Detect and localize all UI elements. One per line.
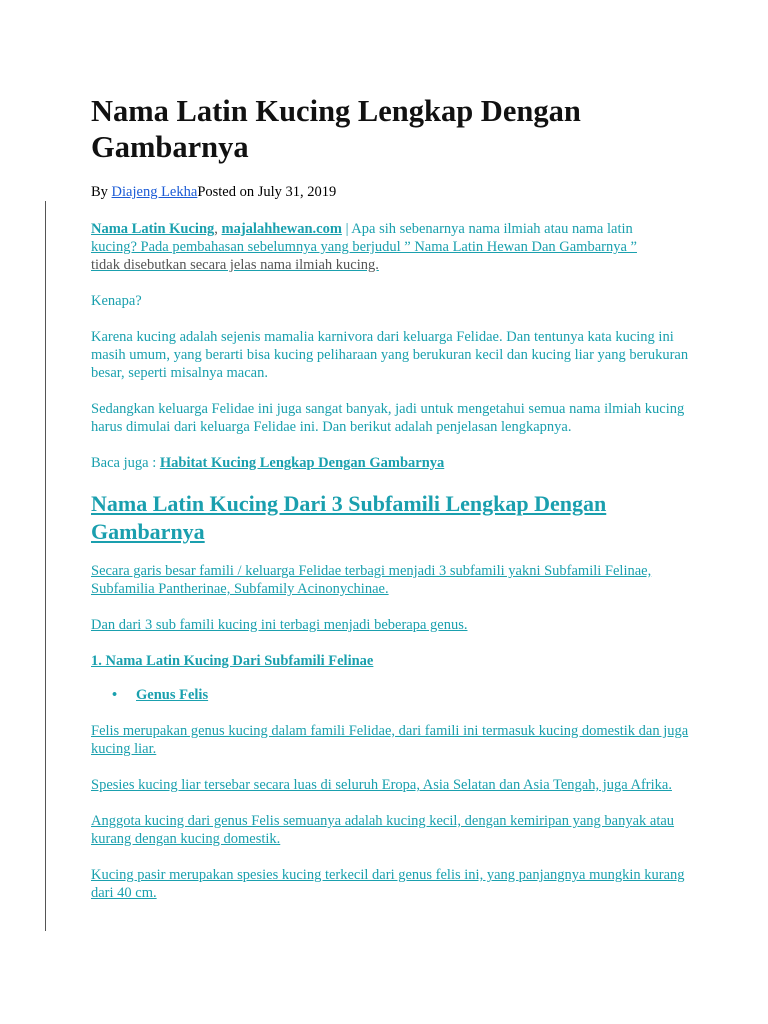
page-title: Nama Latin Kucing Lengkap Dengan Gambarnya xyxy=(91,94,581,164)
intro-line3: tidak disebutkan secara jelas nama ilmiah kucing. xyxy=(91,257,379,273)
baca-juga-label: Baca juga : xyxy=(91,455,160,471)
felis-paragraph: Felis merupakan genus kucing dalam famili Felidae, dari famili ini termasuk kucing domestik dan juga kucing liar. xyxy=(91,723,689,757)
intro-comma: , xyxy=(214,221,222,237)
intro-paragraph xyxy=(91,220,691,274)
list-item[interactable] xyxy=(91,686,691,704)
bullet-label: Genus Felis xyxy=(136,687,209,703)
author-link[interactable]: Diajeng Lekha xyxy=(111,184,198,200)
sedangkan-paragraph: Sedangkan keluarga Felidae ini juga sangat banyak, jadi untuk mengetahui semua nama ilmiah kucing harus dimulai dari keluarga Felidae ini. Dan berikut adalah penjelasan lengkapnya. xyxy=(91,401,685,435)
dan-paragraph: Dan dari 3 sub famili kucing ini terbagi menjadi beberapa genus. xyxy=(91,617,468,633)
secara-paragraph: Secara garis besar famili / keluarga Felidae terbagi menjadi 3 subfamili yakni Subfamili Felinae, Subfamilia Pantherinae, Subfamily Acinonychinae. xyxy=(91,563,652,597)
section-heading[interactable]: Nama Latin Kucing Dari 3 Subfamili Lengkap Dengan Gambarnya xyxy=(91,491,607,544)
intro-line2[interactable]: kucing? Pada pembahasan sebelumnya yang berjudul ” Nama Latin Hewan Dan Gambarnya ” xyxy=(91,239,637,255)
article xyxy=(91,93,691,920)
subfamily-heading[interactable]: 1. Nama Latin Kucing Dari Subfamili Felinae xyxy=(91,653,374,669)
intro-line1: | Apa sih sebenarnya nama ilmiah atau nama latin xyxy=(341,221,633,237)
keyword-link[interactable]: Nama Latin Kucing xyxy=(91,221,215,237)
karena-paragraph: Karena kucing adalah sejenis mamalia karnivora dari keluarga Felidae. Dan tentunya kata kucing ini masih umum, yang berarti bisa kucing peliharaan yang berukuran kecil dan kucing liar yang berukuran besar, seperti misalnya macan. xyxy=(91,329,689,381)
baca-juga xyxy=(91,454,691,472)
byline-by: By xyxy=(91,184,112,200)
margin-line xyxy=(45,201,46,931)
posted-date: Posted on July 31, 2019 xyxy=(197,184,337,200)
anggota-paragraph: Anggota kucing dari genus Felis semuanya adalah kucing kecil, dengan kemiripan yang banyak atau kurang dengan kucing domestik. xyxy=(91,813,675,847)
pasir-paragraph: Kucing pasir merupakan spesies kucing terkecil dari genus felis ini, yang panjangnya mungkin kurang dari 40 cm. xyxy=(91,867,685,901)
spesies-paragraph: Spesies kucing liar tersebar secara luas di seluruh Eropa, Asia Selatan dan Asia Tengah, juga Afrika. xyxy=(91,777,672,793)
kenapa-paragraph: Kenapa? xyxy=(91,293,142,309)
bullet-icon: • xyxy=(112,687,118,703)
site-link[interactable]: majalahhewan.com xyxy=(221,221,342,237)
byline xyxy=(91,183,691,201)
baca-juga-link[interactable]: Habitat Kucing Lengkap Dengan Gambarnya xyxy=(159,455,445,471)
